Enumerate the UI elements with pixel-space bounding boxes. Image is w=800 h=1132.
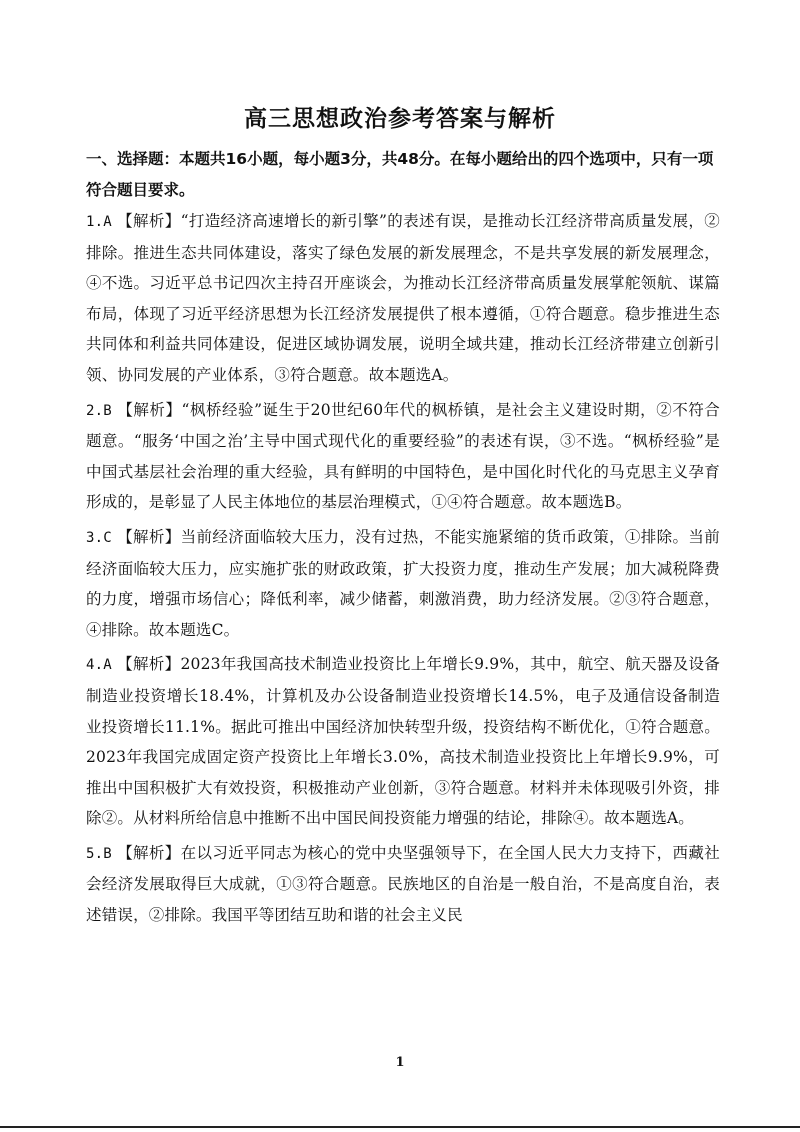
page-number: 1 bbox=[395, 1055, 405, 1070]
answer-item bbox=[86, 522, 720, 645]
answer-number: 5.B bbox=[86, 845, 112, 862]
bottom-divider bbox=[0, 1126, 800, 1128]
analysis-tag: 【解析】 bbox=[117, 527, 181, 546]
analysis-tag: 【解析】 bbox=[117, 212, 181, 230]
answer-item bbox=[86, 649, 720, 834]
section-heading: 一、选择题：本题共16小题，每小题3分，共48分。在每小题给出的四个选项中，只有一项符合题目要求。 bbox=[86, 150, 714, 199]
answer-item bbox=[86, 206, 720, 391]
analysis-tag: 【解析】 bbox=[117, 843, 181, 862]
answer-text: 当前经济面临较大压力，没有过热，不能实施紧缩的货币政策，①排除。当前经济面临较大压力，应实施扩张的财政政策，扩大投资力度，推动生产发展；加大减税降费的力度，增强市场信心；降低利率，减少储蓄，刺激消费，助力经济发展。②③符合题意，④排除。故本题选C。 bbox=[86, 527, 720, 639]
answer-number: 1.A bbox=[86, 214, 112, 230]
analysis-tag: 【解析】 bbox=[117, 400, 182, 419]
page-title: 高三思想政治参考答案与解析 bbox=[244, 106, 556, 132]
answer-text: “打造经济高速增长的新引擎”的表述有误，是推动长江经济带高质量发展，②排除。推进生态共同体建设，落实了绿色发展的新发展理念，不是共享发展的新发展理念，④不选。习近平总书记四次主持召开座谈会，为推动长江经济带高质量发展掌舵领航、谋篇布局，体现了习近平经济思想为长江经济发展提供了根本遵循，①符合题意。稳步推进生态共同体和利益共同体建设，促进区域协调发展，说明全域共建，推动长江经济带建立创新引领、协同发展的产业体系，③符合题意。故本题选A。 bbox=[86, 212, 720, 384]
answer-text: 在以习近平同志为核心的党中央坚强领导下，在全国人民大力支持下，西藏社会经济发展取得巨大成就，①③符合题意。民族地区的自治是一般自治，不是高度自治，表述错误，②排除。我国平等团结互助和谐的社会主义民 bbox=[86, 843, 720, 925]
answer-number: 3.C bbox=[86, 529, 112, 546]
answer-number: 2.B bbox=[86, 402, 112, 419]
answer-item bbox=[86, 395, 720, 518]
answer-number: 4.A bbox=[86, 657, 112, 674]
analysis-tag: 【解析】 bbox=[117, 655, 181, 674]
answer-list bbox=[86, 206, 720, 935]
answer-text: “枫桥经验”诞生于20世纪60年代的枫桥镇，是社会主义建设时期，②不符合题意。“服务‘中国之治’主导中国式现代化的重要经验”的表述有误，③不选。“枫桥经验”是中国式基层社会治理的重大经验，具有鲜明的中国特色，是中国化时代化的马克思主义孕育形成的，是彰显了人民主体地位的基层治理模式，①④符合题意。故本题选B。 bbox=[86, 400, 720, 512]
answer-text: 2023年我国高技术制造业投资比上年增长9.9%，其中，航空、航天器及设备制造业投资增长18.4%，计算机及办公设备制造业投资增长14.5%，电子及通信设备制造业投资增长11.1%。据此可推出中国经济加快转型升级，投资结构不断优化，①符合题意。2023年我国完成固定资产投资比上年增长3.0%，高技术制造业投资比上年增长9.9%，可推出中国积极扩大有效投资，积极推动产业创新，③符合题意。材料并未体现吸引外资，排除②。从材料所给信息中推断不出中国民间投资能力增强的结论，排除④。故本题选A。 bbox=[86, 655, 720, 828]
answer-item bbox=[86, 838, 720, 931]
